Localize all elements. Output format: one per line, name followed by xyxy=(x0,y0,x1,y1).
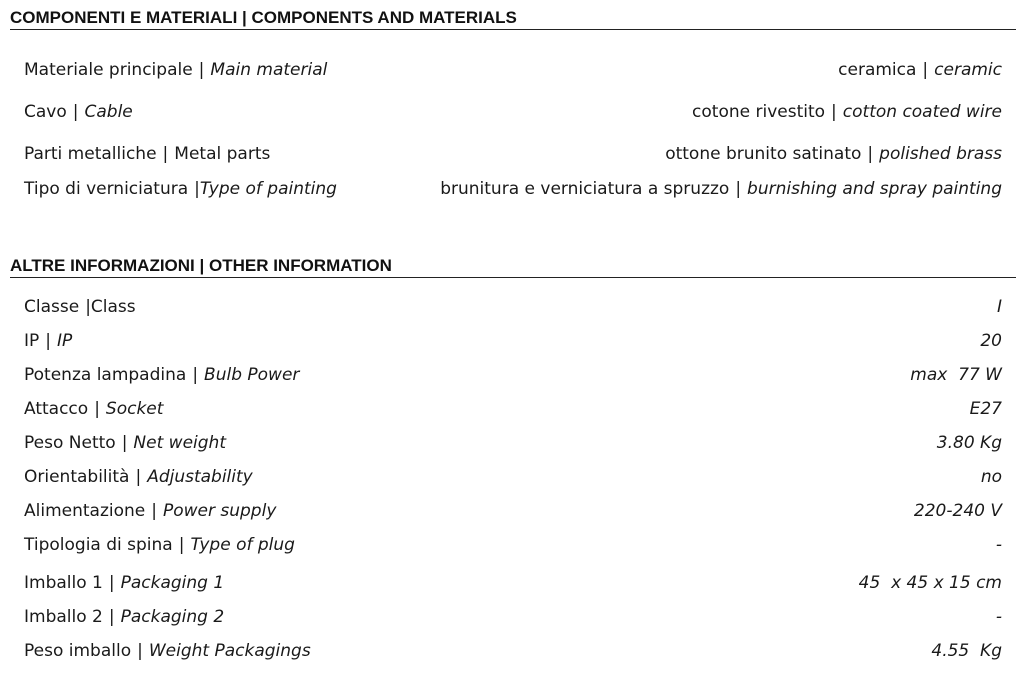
spec-row-metal-parts xyxy=(24,144,1002,164)
info-label: IP | IP xyxy=(24,331,73,351)
spec-row-cable xyxy=(24,102,1002,122)
info-value: - xyxy=(995,607,1002,627)
info-label: Imballo 1 | Packaging 1 xyxy=(24,573,225,593)
info-value: E27 xyxy=(969,399,1002,419)
info-label: Peso imballo | Weight Packagings xyxy=(24,641,311,661)
spec-label: Cavo | Cable xyxy=(24,102,133,122)
info-value: 20 xyxy=(980,331,1002,351)
section-title-other-info: ALTRE INFORMAZIONI | OTHER INFORMATION xyxy=(10,257,1016,278)
info-label: Orientabilità | Adjustability xyxy=(24,467,253,487)
info-row-power-supply xyxy=(24,501,1002,521)
info-label: Tipologia di spina | Type of plug xyxy=(24,535,295,555)
info-row-packaging-1 xyxy=(24,573,1002,593)
spec-label: Parti metalliche | Metal parts xyxy=(24,144,271,164)
info-row-ip xyxy=(24,331,1002,351)
spec-value: cotone rivestito | cotton coated wire xyxy=(692,102,1002,122)
info-row-packaging-weight xyxy=(24,641,1002,661)
info-value: 220-240 V xyxy=(913,501,1002,521)
spec-label: Materiale principale | Main material xyxy=(24,60,328,80)
info-label: Peso Netto | Net weight xyxy=(24,433,226,453)
info-value: no xyxy=(980,467,1002,487)
spec-row-painting xyxy=(24,179,1002,199)
info-value: 4.55 Kg xyxy=(931,641,1002,661)
info-value: 3.80 Kg xyxy=(936,433,1002,453)
spec-label: Tipo di verniciatura |Type of painting xyxy=(24,179,337,199)
info-label: Potenza lampadina | Bulb Power xyxy=(24,365,300,385)
info-value: 45 x 45 x 15 cm xyxy=(858,573,1002,593)
spec-value: brunitura e verniciatura a spruzzo | burnishing and spray painting xyxy=(440,179,1002,199)
info-row-socket xyxy=(24,399,1002,419)
spec-value: ceramica | ceramic xyxy=(838,60,1002,80)
info-row-net-weight xyxy=(24,433,1002,453)
info-label: Imballo 2 | Packaging 2 xyxy=(24,607,225,627)
info-label: Alimentazione | Power supply xyxy=(24,501,277,521)
info-value: max 77 W xyxy=(910,365,1002,385)
spec-value: ottone brunito satinato | polished brass xyxy=(665,144,1002,164)
info-value: - xyxy=(995,535,1002,555)
info-row-class xyxy=(24,297,1002,317)
info-row-bulb-power xyxy=(24,365,1002,385)
info-row-adjustability xyxy=(24,467,1002,487)
info-row-packaging-2 xyxy=(24,607,1002,627)
section-title-components: COMPONENTI E MATERIALI | COMPONENTS AND MATERIALS xyxy=(10,9,1016,30)
spec-row-main-material xyxy=(24,60,1002,80)
info-label: Classe |Class xyxy=(24,297,136,317)
info-value: I xyxy=(996,297,1002,317)
info-row-plug-type xyxy=(24,535,1002,555)
info-label: Attacco | Socket xyxy=(24,399,164,419)
